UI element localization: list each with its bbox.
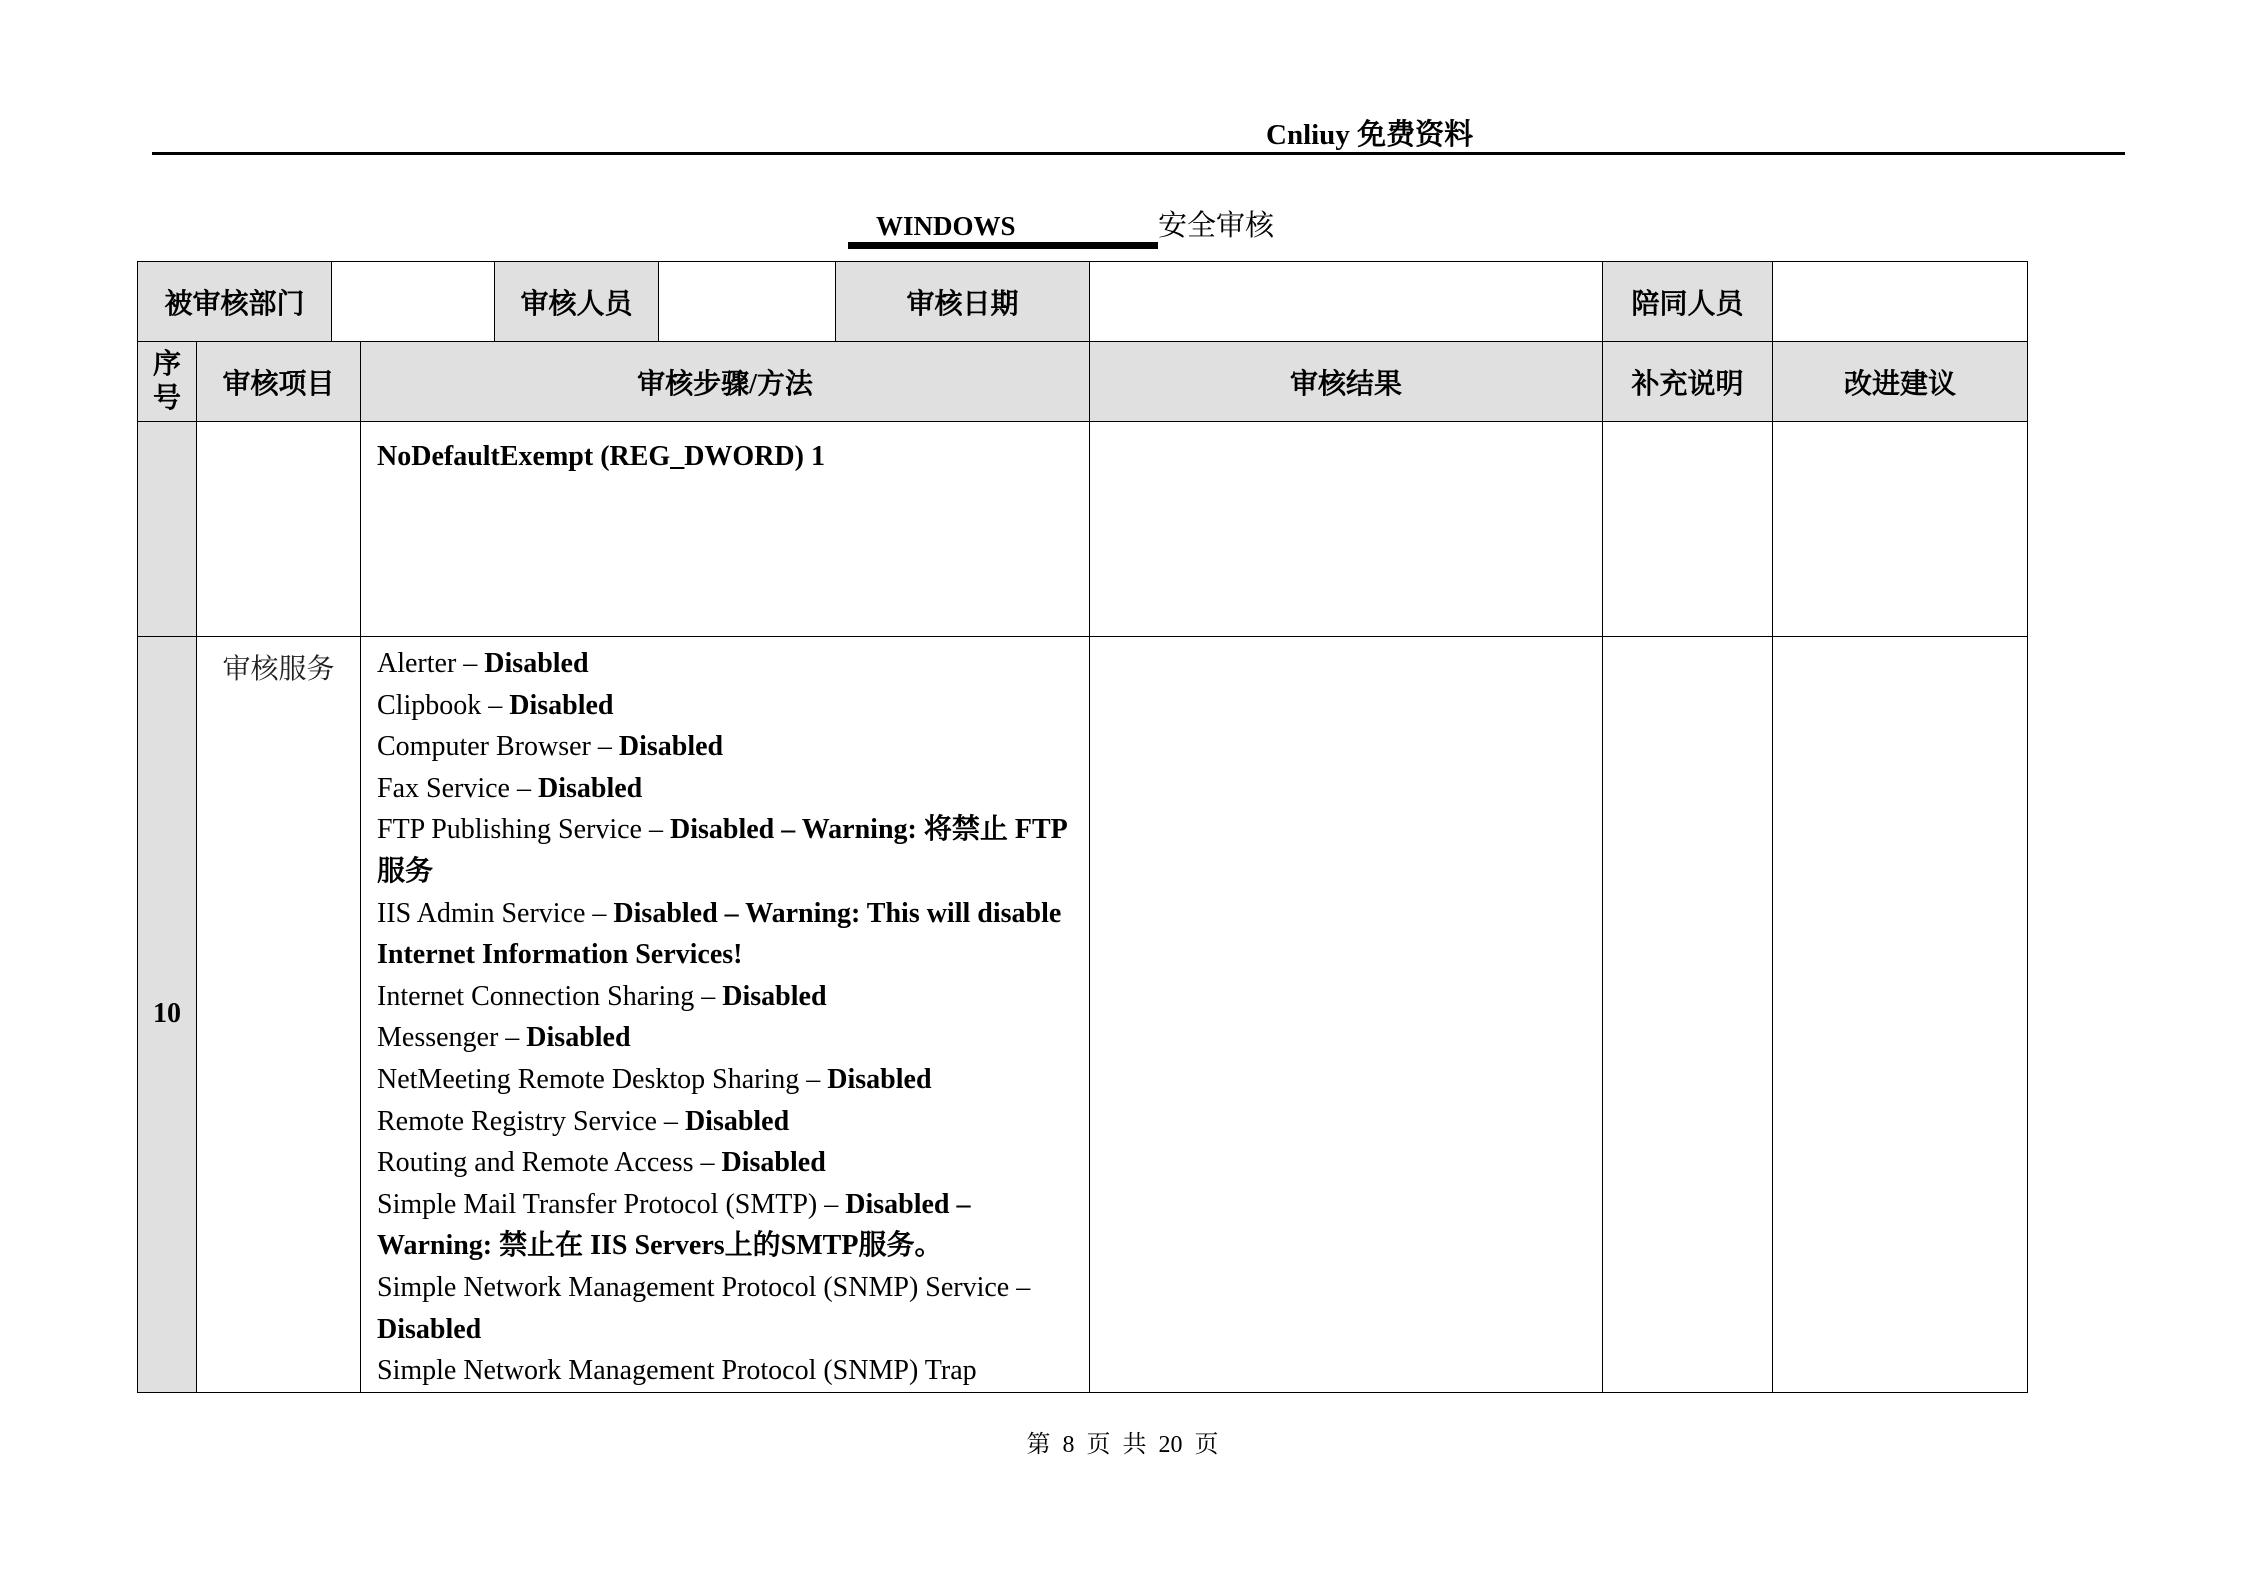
- row-steps: [361, 422, 1090, 637]
- audit-table: [137, 261, 2028, 1393]
- step-line: NetMeeting Remote Desktop Sharing – Disabled: [377, 1063, 932, 1095]
- step-line: Simple Network Management Protocol (SNMP) Service – Disabled: [377, 1271, 1031, 1345]
- date-label: 审核日期: [836, 262, 1090, 342]
- col-suggestion: 改进建议: [1773, 342, 2028, 422]
- column-header-row: [138, 342, 2028, 422]
- row-suggestion[interactable]: [1773, 422, 2028, 637]
- col-seq: 序号: [138, 342, 197, 422]
- title-suffix: 安全审核: [1158, 210, 1275, 242]
- table-row: [138, 422, 2028, 637]
- col-item: 审核项目: [197, 342, 361, 422]
- step-line: FTP Publishing Service – Disabled – Warning: 将禁止 FTP 服务: [377, 814, 1067, 887]
- step-line: Internet Connection Sharing – Disabled: [377, 980, 827, 1012]
- step-line: Fax Service – Disabled: [377, 772, 643, 804]
- step-line: Simple Mail Transfer Protocol (SMTP) – Disabled – Warning: 禁止在 IIS Servers上的SMTP服务。: [377, 1188, 971, 1262]
- row-note[interactable]: [1603, 637, 1773, 1393]
- header-rule: [152, 152, 2125, 155]
- auditor-label: 审核人员: [495, 262, 659, 342]
- col-note: 补充说明: [1603, 342, 1773, 422]
- date-value[interactable]: [1090, 262, 1603, 342]
- step-line: Simple Network Management Protocol (SNMP) Trap: [377, 1355, 977, 1387]
- table-row: [138, 637, 2028, 1393]
- row-result[interactable]: [1090, 637, 1603, 1393]
- step-line: Alerter – Disabled: [377, 648, 589, 679]
- step-line: Computer Browser – Disabled: [377, 731, 724, 763]
- row-seq: [138, 422, 197, 637]
- page-footer: 第 8 页 共 20 页: [1026, 1432, 1219, 1458]
- row-suggestion[interactable]: [1773, 637, 2028, 1393]
- row-item: 审核服务: [197, 637, 361, 1393]
- step-line: Clipbook – Disabled: [377, 689, 614, 721]
- row-note[interactable]: [1603, 422, 1773, 637]
- col-result: 审核结果: [1090, 342, 1603, 422]
- escort-value[interactable]: [1773, 262, 2028, 342]
- step-line: IIS Admin Service – Disabled – Warning: This will disable Internet Information Services!: [377, 897, 1062, 971]
- dept-label: 被审核部门: [138, 262, 332, 342]
- step-line: Routing and Remote Access – Disabled: [377, 1147, 826, 1179]
- row-seq: 10: [138, 637, 197, 1393]
- dept-value[interactable]: [332, 262, 495, 342]
- document-title: [848, 203, 1274, 249]
- info-row: [138, 262, 2028, 342]
- escort-label: 陪同人员: [1603, 262, 1773, 342]
- step-line: NoDefaultExempt (REG_DWORD) 1: [377, 441, 825, 472]
- title-prefix: WINDOWS: [848, 210, 1158, 249]
- row-result[interactable]: [1090, 422, 1603, 637]
- col-steps: 审核步骤/方法: [361, 342, 1090, 422]
- step-line: Messenger – Disabled: [377, 1022, 631, 1054]
- row-item: [197, 422, 361, 637]
- auditor-value[interactable]: [659, 262, 836, 342]
- step-line: Remote Registry Service – Disabled: [377, 1105, 790, 1137]
- row-steps: [361, 637, 1090, 1393]
- page-header: Cnliuy 免费资料: [1266, 119, 1474, 151]
